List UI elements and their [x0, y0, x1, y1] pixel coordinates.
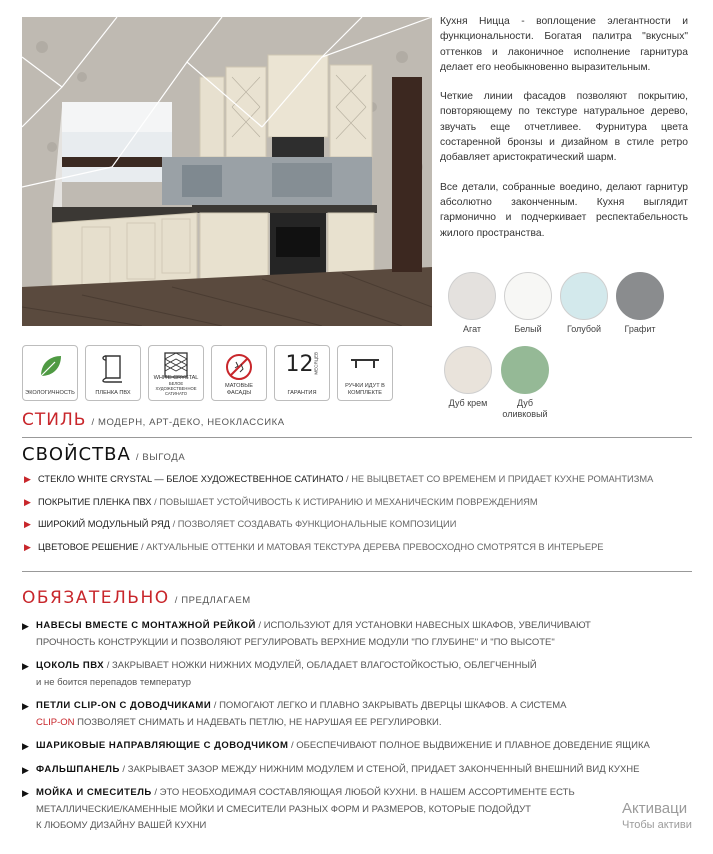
item-text: / ЗАКРЫВАЕТ ЗАЗОР МЕЖДУ НИЖНИМ МОДУЛЕМ И СТЕНОЙ, ПРИДАЕТ ЗАКОНЧЕННЫЙ ВНЕШНИЙ ВИД КУХНЕ [119, 763, 640, 775]
watermark-line2: Чтобы активи [622, 819, 692, 831]
item-text-continued: МЕТАЛЛИЧЕСКИЕ/КАМЕННЫЕ МОЙКИ И СМЕСИТЕЛИ РАЗНЫХ ФОРМ И РАЗМЕРОВ, КОТОРЫЕ ПОДОЙДУТ [36, 803, 531, 815]
swatch-agat[interactable] [444, 272, 500, 335]
swatch-label: Графит [624, 324, 656, 334]
feature-label: ПЛЕНКА ПВХ [95, 389, 131, 396]
swatch-label: Дуб оливковый [502, 398, 548, 419]
description-paragraph: Кухня Ницца - воплощение элегантности и функциональности. Богатая палитра "вкусных" оттенков и лаконичное исполнение гарнитура делает его необыкновенно выразительным. [440, 16, 688, 73]
list-item [24, 519, 694, 530]
mandatory-heading [22, 588, 251, 608]
properties-heading [22, 444, 185, 465]
swatch-label: Дуб крем [448, 398, 488, 408]
list-item [22, 658, 702, 691]
list-item [24, 542, 694, 553]
bullet-icon: ▶ [24, 474, 31, 484]
feature-label: МАТОВЫЕ ФАСАДЫ [225, 383, 253, 396]
item-text-continued: и не боится перепадов температур [36, 676, 192, 688]
kitchen-photo [22, 17, 432, 326]
bullet-icon: ▶ [24, 496, 31, 507]
film-roll-icon [98, 352, 128, 384]
item-text: / ЭТО НЕОБХОДИМАЯ СОСТАВЛЯЮЩАЯ ЛЮБОЙ КУХНИ. В НАШЕМ АССОРТИМЕНТЕ ЕСТЬ [151, 787, 575, 798]
feature-label: РУЧКИ ИДУТ В КОМПЛЕКТЕ [345, 383, 385, 396]
item-text: / ИСПОЛЬЗУЮТ ДЛЯ УСТАНОВКИ НАВЕСНЫХ ШКАФОВ, УВЕЛИЧИВАЮТ [255, 620, 591, 631]
style-title: СТИЛЬ [22, 410, 87, 430]
glass-pattern-icon [162, 352, 190, 378]
item-title: ПЕТЛИ CLIP-ON С ДОВОДЧИКАМИ [36, 700, 212, 711]
bullet-icon: ▶ [24, 519, 31, 529]
list-item [22, 762, 702, 779]
swatch-label: Голубой [566, 324, 602, 334]
no-gloss-icon [224, 352, 254, 382]
item-text: / ОБЕСПЕЧИВАЮТ ПОЛНОЕ ВЫДВИЖЕНИЕ И ПЛАВНОЕ ДОВЕДЕНИЕ ЯЩИКА [288, 740, 650, 751]
list-item [22, 738, 702, 755]
item-title: ПОКРЫТИЕ ПЛЕНКА ПВХ [38, 496, 152, 507]
swatch-color [616, 272, 664, 320]
properties-subtitle: / ВЫГОДА [135, 452, 186, 463]
feature-warranty [274, 345, 330, 401]
swatch-color [444, 346, 492, 394]
swatch-color [504, 272, 552, 320]
clip-on-highlight: CLIP-ON [36, 716, 75, 728]
item-text-continued: К ЛЮБОМУ ДИЗАЙНУ ВАШЕЙ КУХНИ [36, 820, 207, 831]
properties-title: СВОЙСТВА [22, 444, 131, 465]
leaf-icon [35, 352, 65, 382]
feature-matte [211, 345, 267, 401]
swatch-label: Агат [462, 324, 482, 334]
item-title: НАВЕСЫ ВМЕСТЕ С МОНТАЖНОЙ РЕЙКОЙ [36, 620, 256, 631]
bullet-icon: ▶ [22, 764, 29, 775]
swatch-blue[interactable] [556, 272, 612, 335]
swatch-oak-olive[interactable] [496, 346, 554, 420]
item-text: / АКТУАЛЬНЫЕ ОТТЕНКИ И МАТОВАЯ ТЕКСТУРА ДЕРЕВА ПРЕВОСХОДНО СМОТРЯТСЯ В ИНТЕРЬЕРЕ [138, 541, 604, 552]
divider [22, 571, 692, 572]
list-item [24, 497, 694, 508]
description-paragraph: Все детали, собранные воедино, делают гарнитур абсолютно законченным. Кухня выглядит гармонично и подчеркивает респектабельность жилого пространства. [440, 181, 688, 239]
feature-icons [22, 345, 393, 401]
swatch-color [448, 272, 496, 320]
bullet-icon: ▶ [22, 701, 29, 711]
item-text-continued [22, 715, 702, 732]
item-title: ШИРОКИЙ МОДУЛЬНЫЙ РЯД [38, 519, 170, 529]
bullet-icon: ▶ [24, 541, 31, 552]
swatch-color [560, 272, 608, 320]
mandatory-subtitle: / ПРЕДЛАГАЕМ [174, 595, 251, 606]
feature-handles [337, 345, 393, 401]
properties-list [24, 474, 694, 564]
style-subtitle: / МОДЕРН, АРТ-ДЕКО, НЕОКЛАССИКА [91, 417, 285, 428]
feature-pvc-film [85, 345, 141, 401]
item-text: ПОЗВОЛЯЕТ СНИМАТЬ И НАДЕВАТЬ ПЕТЛЮ, НЕ НАРУШАЯ ЕЕ РЕГУЛИРОВКИ. [74, 716, 442, 728]
item-title: ЦОКОЛЬ ПВХ [36, 660, 105, 671]
item-title: МОЙКА И СМЕСИТЕЛЬ [36, 787, 152, 798]
list-item [22, 785, 702, 835]
product-description [440, 14, 688, 255]
mandatory-title: ОБЯЗАТЕЛЬНО [22, 588, 170, 608]
description-paragraph: Четкие линии фасадов позволяют покрытию, повторяющему по текстуре натуральное дерево, звучать еще отчетливее. Фурнитура цвета состаренной бронзы и дизайном в стиле ретро добавляет аристократический шарм. [440, 91, 688, 164]
handle-icon [348, 352, 382, 376]
item-title: ШАРИКОВЫЕ НАПРАВЛЯЮЩИЕ С ДОВОДЧИКОМ [36, 740, 289, 751]
swatch-white[interactable] [500, 272, 556, 335]
item-title: ФАЛЬШПАНЕЛЬ [36, 763, 120, 775]
feature-label: WHITE CRYSTAL [153, 374, 199, 381]
bullet-icon: ▶ [22, 661, 29, 671]
bullet-icon: ▶ [22, 621, 29, 631]
list-item [24, 474, 694, 485]
warranty-icon [286, 352, 319, 377]
mandatory-list [22, 618, 702, 842]
watermark-line1: Активаци [622, 800, 688, 817]
item-text: / ПОВЫШАЕТ УСТОЙЧИВОСТЬ К ИСТИРАНИЮ И МЕХАНИЧЕСКИМ ПОВРЕЖДЕНИЯМ [151, 496, 538, 507]
activation-watermark [622, 800, 692, 831]
item-text: / ПОЗВОЛЯЕТ СОЗДАВАТЬ ФУНКЦИОНАЛЬНЫЕ КОМПОЗИЦИИ [169, 519, 457, 529]
divider [22, 437, 692, 438]
item-title: СТЕКЛО WHITE CRYSTAL — БЕЛОЕ ХУДОЖЕСТВЕННОЕ САТИНАТО [38, 474, 344, 484]
feature-label: ГАРАНТИЯ [287, 389, 317, 396]
swatch-label: Белый [514, 324, 542, 334]
list-item [22, 618, 702, 651]
swatch-oak-cream[interactable] [444, 346, 492, 409]
swatch-graphite[interactable] [612, 272, 668, 335]
item-text: / НЕ ВЫЦВЕТАЕТ СО ВРЕМЕНЕМ И ПРИДАЕТ КУХНЕ РОМАНТИЗМА [343, 474, 654, 484]
feature-label: ЭКОЛОГИЧНОСТЬ [25, 389, 75, 396]
bullet-icon: ▶ [22, 788, 29, 798]
warranty-months: 12 [285, 351, 314, 377]
feature-white-crystal [148, 345, 204, 401]
bullet-icon: ▶ [22, 741, 29, 751]
list-item [22, 698, 702, 731]
item-text: / ПОМОГАЮТ ЛЕГКО И ПЛАВНО ЗАКРЫВАТЬ ДВЕРЦЫ ШКАФОВ. А СИСТЕМА [211, 700, 567, 711]
warranty-unit: МЕСЯЦЕВ [313, 352, 319, 375]
style-heading [22, 410, 285, 430]
feature-sublabel: БЕЛОЕ ХУДОЖЕСТВЕННОЕ САТИНАТО [155, 381, 197, 396]
feature-eco [22, 345, 78, 401]
item-title: ЦВЕТОВОЕ РЕШЕНИЕ [38, 541, 139, 552]
item-text-continued: ПРОЧНОСТЬ КОНСТРУКЦИИ И ПОЗВОЛЯЮТ РЕГУЛИРОВАТЬ ВЕРХНИЕ МОДУЛИ "ПО ГЛУБИНЕ" И "ПО ВЫСОТЕ" [36, 636, 555, 648]
swatch-color [501, 346, 549, 394]
item-text: / ЗАКРЫВАЕТ НОЖКИ НИЖНИХ МОДУЛЕЙ, ОБЛАДАЕТ ВЛАГОСТОЙКОСТЬЮ, ОБЛЕГЧЕННЫЙ [104, 660, 537, 671]
